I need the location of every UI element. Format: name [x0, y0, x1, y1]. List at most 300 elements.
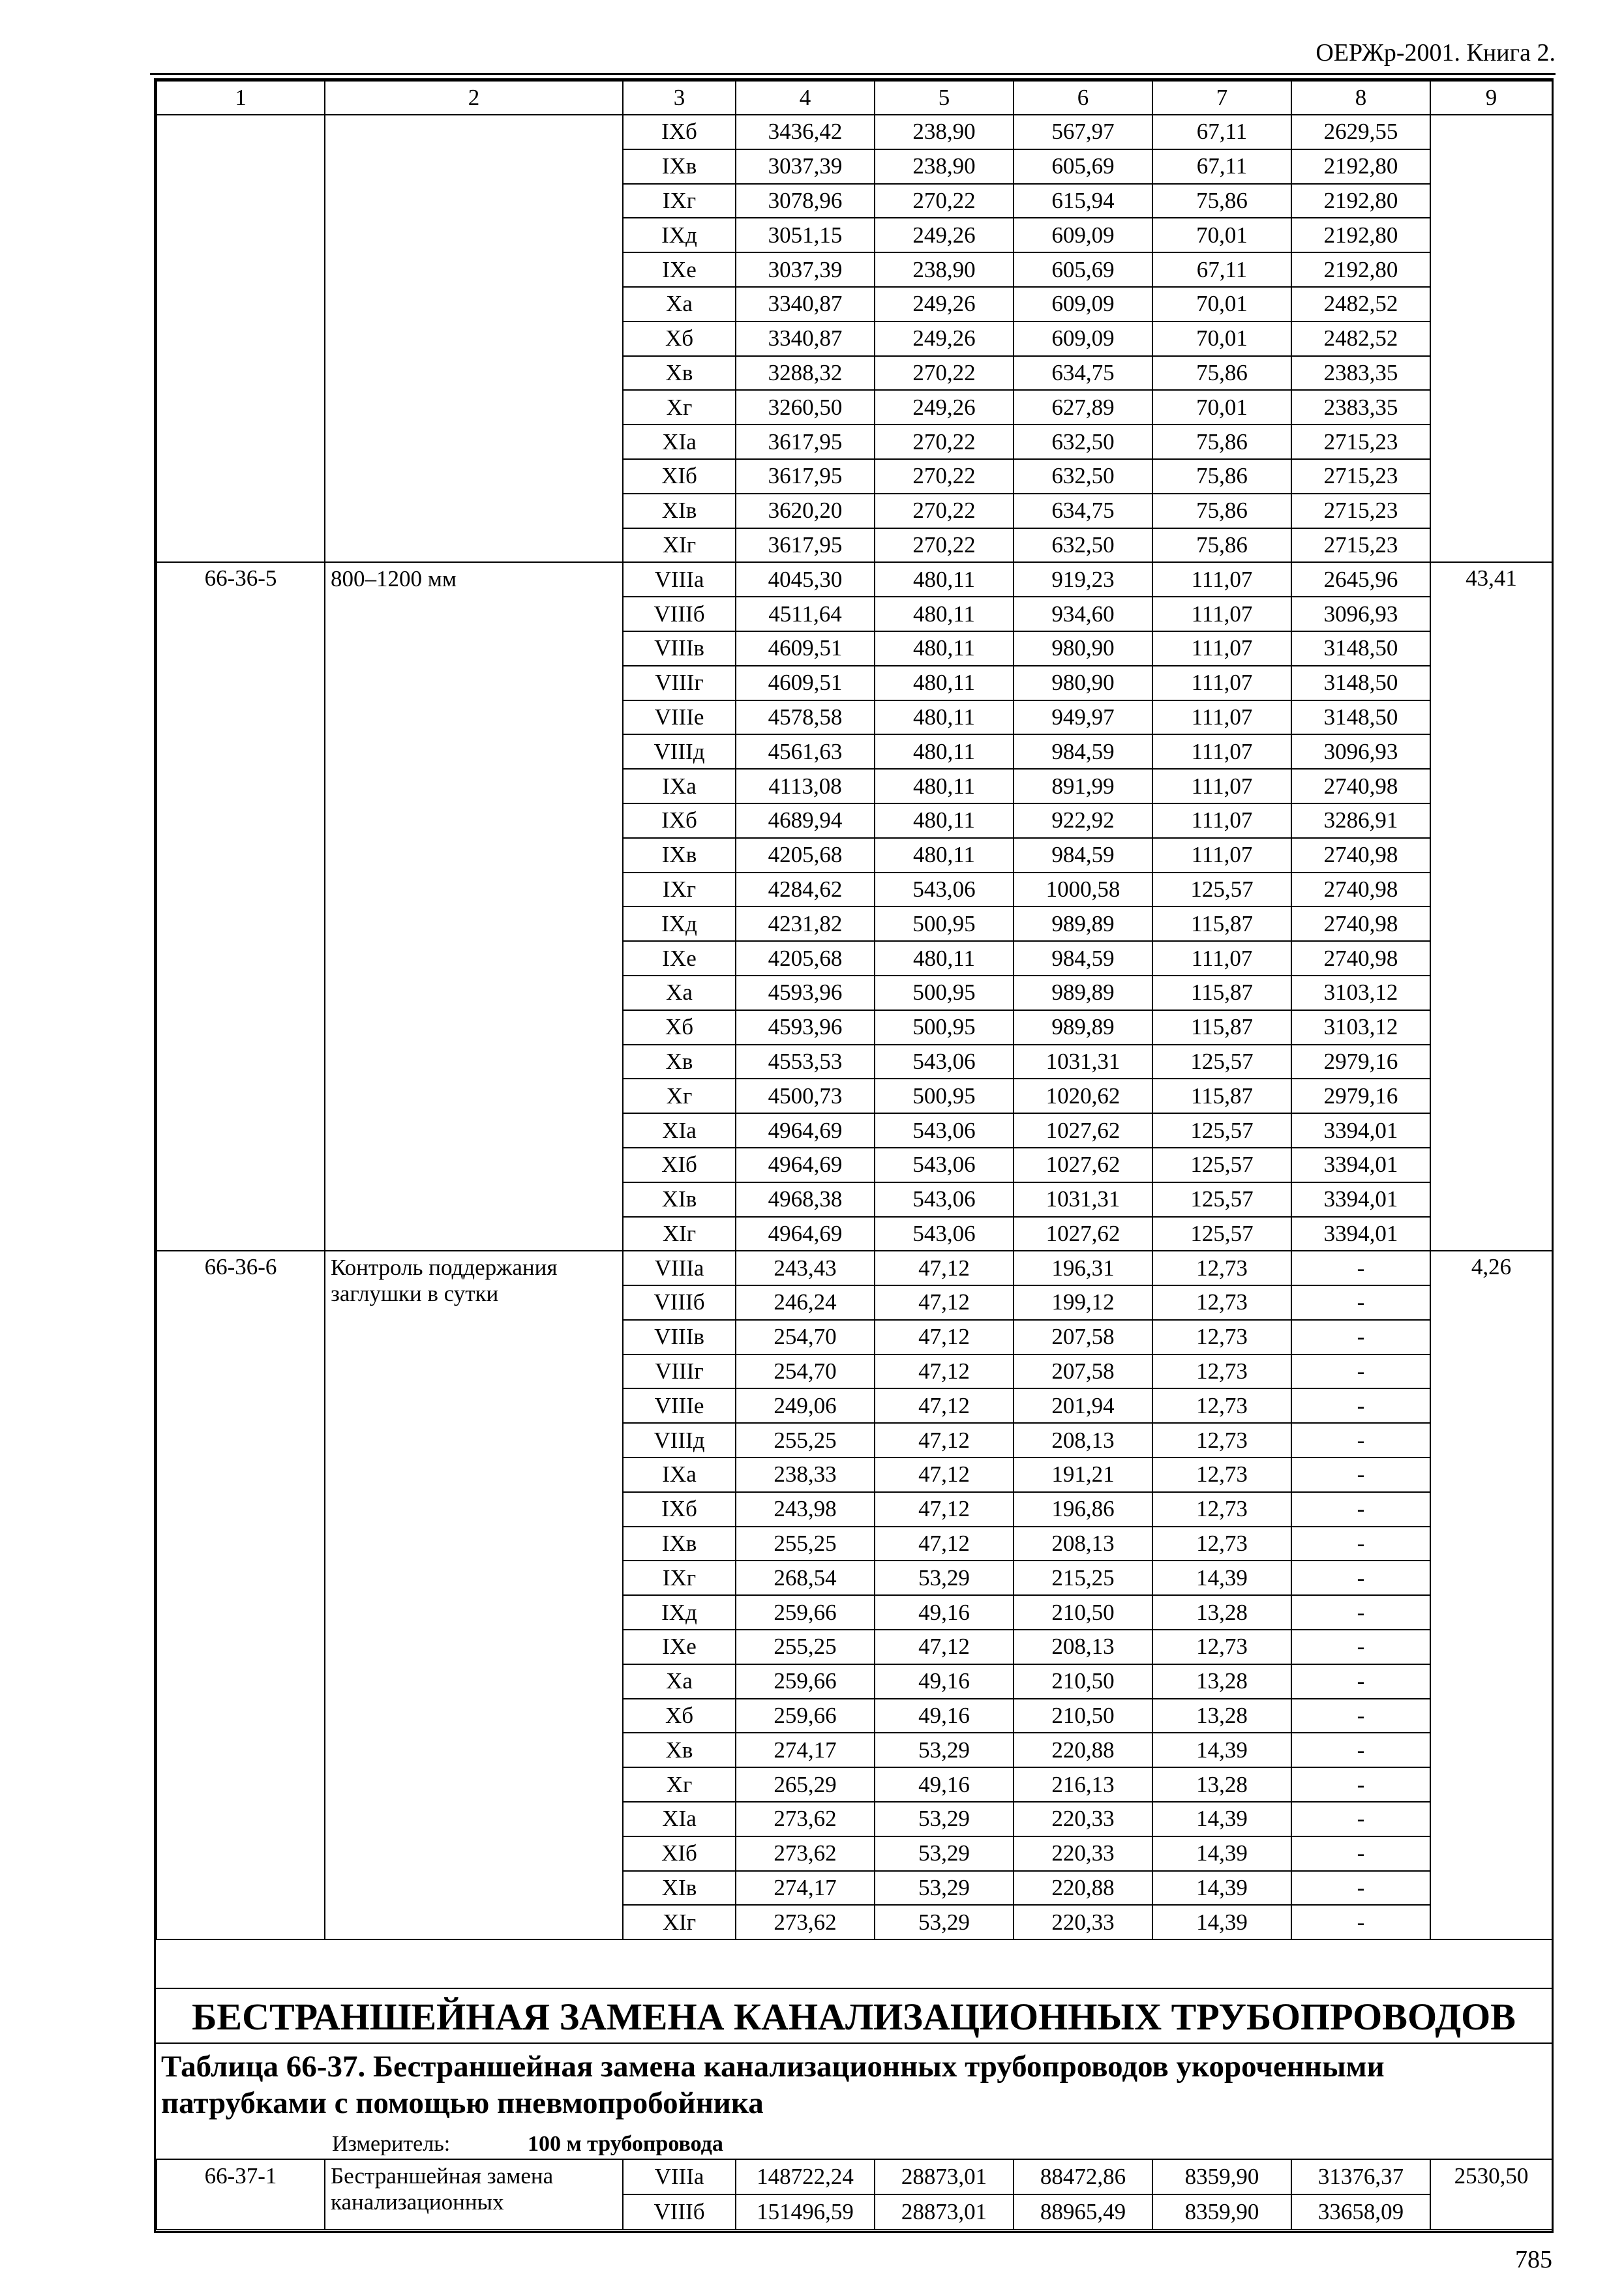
value-cell: 4578,58 [736, 700, 875, 735]
value-cell: 3436,42 [736, 115, 875, 149]
value-cell: 3620,20 [736, 494, 875, 528]
value-cell: 210,50 [1014, 1595, 1152, 1630]
region-cell: VIIIе [623, 700, 736, 735]
value-cell: - [1291, 1423, 1430, 1458]
value-cell: 14,39 [1152, 1871, 1291, 1906]
region-cell: XIг [623, 1905, 736, 1939]
work-description: 800–1200 мм [325, 562, 623, 1251]
value-cell: 4500,73 [736, 1079, 875, 1113]
value-cell: 1000,58 [1014, 873, 1152, 907]
value-cell: 49,16 [875, 1767, 1014, 1802]
value-cell: - [1291, 1251, 1430, 1285]
rate-code [157, 115, 325, 562]
value-cell: 53,29 [875, 1836, 1014, 1871]
value-cell: 632,50 [1014, 459, 1152, 494]
value-cell: - [1291, 1871, 1430, 1906]
value-cell: 28873,01 [875, 2159, 1014, 2194]
value-cell: 980,90 [1014, 631, 1152, 666]
region-cell: XIа [623, 425, 736, 459]
value-cell: 270,22 [875, 425, 1014, 459]
column-number: 8 [1291, 81, 1430, 115]
value-cell: 3394,01 [1291, 1217, 1430, 1251]
value-cell: 4964,69 [736, 1148, 875, 1182]
value-cell: 88965,49 [1014, 2194, 1152, 2230]
value-cell: 984,59 [1014, 734, 1152, 769]
value-cell: 3037,39 [736, 149, 875, 184]
value-cell: 2740,98 [1291, 769, 1430, 803]
value-cell: 3096,93 [1291, 597, 1430, 631]
value-cell: 273,62 [736, 1802, 875, 1836]
value-cell: 125,57 [1152, 1182, 1291, 1217]
value-cell: 199,12 [1014, 1285, 1152, 1320]
value-cell: 634,75 [1014, 494, 1152, 528]
value-cell: 14,39 [1152, 1802, 1291, 1836]
rates-table-continuation-body [157, 2159, 1552, 2230]
value-cell: 265,29 [736, 1767, 875, 1802]
value-cell: 210,50 [1014, 1699, 1152, 1733]
region-cell: IXд [623, 218, 736, 252]
region-cell: IXг [623, 873, 736, 907]
value-cell: 246,24 [736, 1285, 875, 1320]
value-cell: 1027,62 [1014, 1217, 1152, 1251]
value-cell: 3394,01 [1291, 1113, 1430, 1148]
value-cell: 268,54 [736, 1561, 875, 1595]
header-rule [150, 73, 1556, 75]
region-cell: Xг [623, 390, 736, 425]
value-cell: 3078,96 [736, 184, 875, 218]
value-cell: 1027,62 [1014, 1113, 1152, 1148]
value-cell: 4205,68 [736, 941, 875, 976]
column-number: 5 [875, 81, 1014, 115]
value-cell: 891,99 [1014, 769, 1152, 803]
value-cell: 270,22 [875, 528, 1014, 563]
value-cell: 53,29 [875, 1802, 1014, 1836]
value-cell: 243,43 [736, 1251, 875, 1285]
value-cell: 2715,23 [1291, 494, 1430, 528]
value-cell: 273,62 [736, 1836, 875, 1871]
region-cell: Xб [623, 1699, 736, 1733]
region-cell: Xг [623, 1767, 736, 1802]
value-cell: 1020,62 [1014, 1079, 1152, 1113]
value-cell: 543,06 [875, 1148, 1014, 1182]
value-cell: 111,07 [1152, 631, 1291, 666]
value-cell: 3617,95 [736, 528, 875, 563]
region-cell: XIб [623, 1836, 736, 1871]
value-cell: 2740,98 [1291, 906, 1430, 941]
value-cell: 609,09 [1014, 322, 1152, 356]
value-cell: 255,25 [736, 1630, 875, 1664]
value-cell: 215,25 [1014, 1561, 1152, 1595]
value-cell: 2482,52 [1291, 287, 1430, 322]
value-cell: - [1291, 1354, 1430, 1389]
value-cell: 3103,12 [1291, 1010, 1430, 1045]
value-cell: 4609,51 [736, 666, 875, 700]
value-cell: 634,75 [1014, 356, 1152, 391]
region-cell: XIа [623, 1113, 736, 1148]
value-cell: - [1291, 1561, 1430, 1595]
value-cell: 3260,50 [736, 390, 875, 425]
value-cell: 270,22 [875, 356, 1014, 391]
value-cell: 208,13 [1014, 1423, 1152, 1458]
region-cell: Xа [623, 287, 736, 322]
value-cell: 125,57 [1152, 1148, 1291, 1182]
region-cell: XIв [623, 1871, 736, 1906]
value-cell: - [1291, 1285, 1430, 1320]
region-cell: IXг [623, 184, 736, 218]
region-cell: Xа [623, 1664, 736, 1699]
value-cell: 191,21 [1014, 1458, 1152, 1492]
value-cell: 3148,50 [1291, 631, 1430, 666]
value-cell: 273,62 [736, 1905, 875, 1939]
value-cell: 2192,80 [1291, 184, 1430, 218]
value-cell: - [1291, 1458, 1430, 1492]
value-cell: 125,57 [1152, 1113, 1291, 1148]
value-cell: 33658,09 [1291, 2194, 1430, 2230]
value-cell: 919,23 [1014, 562, 1152, 597]
value-cell: 3096,93 [1291, 734, 1430, 769]
value-cell: 4964,69 [736, 1217, 875, 1251]
value-cell: - [1291, 1802, 1430, 1836]
column-number-row [157, 81, 1552, 115]
region-cell: XIа [623, 1802, 736, 1836]
value-cell: 151496,59 [736, 2194, 875, 2230]
value-cell: 543,06 [875, 1182, 1014, 1217]
value-cell: 3103,12 [1291, 976, 1430, 1010]
value-cell: 984,59 [1014, 838, 1152, 873]
value-cell: 8359,90 [1152, 2194, 1291, 2230]
value-cell: 75,86 [1152, 184, 1291, 218]
value-cell: 75,86 [1152, 528, 1291, 563]
value-cell: 3394,01 [1291, 1182, 1430, 1217]
value-cell: 67,11 [1152, 252, 1291, 287]
value-cell: 980,90 [1014, 666, 1152, 700]
rate-code: 66-36-6 [157, 1251, 325, 1939]
region-cell: IXе [623, 252, 736, 287]
value-cell: 274,17 [736, 1871, 875, 1906]
value-cell: 632,50 [1014, 425, 1152, 459]
region-cell: IXб [623, 1492, 736, 1527]
value-cell: 249,26 [875, 322, 1014, 356]
region-cell: VIIIа [623, 562, 736, 597]
value-cell: 4553,53 [736, 1045, 875, 1079]
value-cell: 111,07 [1152, 734, 1291, 769]
value-cell: 13,28 [1152, 1595, 1291, 1630]
value-cell: 111,07 [1152, 941, 1291, 976]
value-cell: 4968,38 [736, 1182, 875, 1217]
value-cell: 13,28 [1152, 1664, 1291, 1699]
region-cell: Xб [623, 1010, 736, 1045]
value-cell: 111,07 [1152, 803, 1291, 838]
value-cell: 615,94 [1014, 184, 1152, 218]
value-cell: 270,22 [875, 494, 1014, 528]
value-cell: 270,22 [875, 459, 1014, 494]
value-cell: - [1291, 1836, 1430, 1871]
value-cell: - [1291, 1388, 1430, 1423]
value-cell: 3617,95 [736, 425, 875, 459]
region-cell: Xг [623, 1079, 736, 1113]
value-cell: 4205,68 [736, 838, 875, 873]
column-number: 9 [1430, 81, 1552, 115]
value-cell: 220,33 [1014, 1905, 1152, 1939]
page-number: 785 [1515, 2246, 1552, 2273]
column-number: 1 [157, 81, 325, 115]
region-cell: VIIIд [623, 734, 736, 769]
value-cell: 70,01 [1152, 390, 1291, 425]
work-description: Контроль поддержания заглушки в сутки [325, 1251, 623, 1939]
value-cell: 543,06 [875, 873, 1014, 907]
value-cell: 259,66 [736, 1699, 875, 1733]
value-cell: 249,06 [736, 1388, 875, 1423]
value-cell: 12,73 [1152, 1492, 1291, 1527]
value-cell: 220,88 [1014, 1733, 1152, 1767]
value-cell: 115,87 [1152, 976, 1291, 1010]
value-cell: 115,87 [1152, 906, 1291, 941]
value-cell: 53,29 [875, 1733, 1014, 1767]
region-cell: IXв [623, 149, 736, 184]
value-cell: 53,29 [875, 1871, 1014, 1906]
section-title: БЕСТРАНШЕЙНАЯ ЗАМЕНА КАНАЛИЗАЦИОННЫХ ТРУБОПРОВОДОВ [156, 1988, 1552, 2044]
value-cell: 1031,31 [1014, 1182, 1152, 1217]
value-cell: - [1291, 1527, 1430, 1561]
value-cell: 4284,62 [736, 873, 875, 907]
column-number: 3 [623, 81, 736, 115]
value-cell: 3617,95 [736, 459, 875, 494]
rates-table-continuation [156, 2159, 1553, 2230]
table-row [157, 115, 1552, 149]
value-cell: 989,89 [1014, 906, 1152, 941]
value-cell: 115,87 [1152, 1010, 1291, 1045]
region-cell: Xв [623, 356, 736, 391]
value-cell: 13,28 [1152, 1767, 1291, 1802]
value-cell: 14,39 [1152, 1733, 1291, 1767]
region-cell: XIг [623, 528, 736, 563]
value-cell: 2715,23 [1291, 425, 1430, 459]
column-number: 6 [1014, 81, 1152, 115]
value-cell: 480,11 [875, 562, 1014, 597]
region-cell: VIIIа [623, 2159, 736, 2194]
value-cell: 210,50 [1014, 1664, 1152, 1699]
table-row [157, 1251, 1552, 1285]
value-cell: 12,73 [1152, 1630, 1291, 1664]
value-cell: 47,12 [875, 1423, 1014, 1458]
value-cell: 500,95 [875, 1079, 1014, 1113]
value-cell: 115,87 [1152, 1079, 1291, 1113]
value-cell: 208,13 [1014, 1630, 1152, 1664]
value-cell: - [1291, 1492, 1430, 1527]
value-cell: 196,86 [1014, 1492, 1152, 1527]
value-cell: 53,29 [875, 1561, 1014, 1595]
value-cell: 989,89 [1014, 1010, 1152, 1045]
value-cell: 4593,96 [736, 976, 875, 1010]
value-cell: 201,94 [1014, 1388, 1152, 1423]
value-cell: 255,25 [736, 1527, 875, 1561]
region-cell: Xв [623, 1045, 736, 1079]
value-cell: 4593,96 [736, 1010, 875, 1045]
value-cell: 125,57 [1152, 1217, 1291, 1251]
value-cell: 12,73 [1152, 1388, 1291, 1423]
value-cell: 238,90 [875, 252, 1014, 287]
value-cell: 605,69 [1014, 149, 1152, 184]
value-cell: 49,16 [875, 1595, 1014, 1630]
value-cell: 47,12 [875, 1320, 1014, 1354]
value-cell: 3340,87 [736, 322, 875, 356]
region-cell: IXв [623, 1527, 736, 1561]
value-cell: 3340,87 [736, 287, 875, 322]
value-cell: 480,11 [875, 769, 1014, 803]
value-cell: 4113,08 [736, 769, 875, 803]
region-cell: IXб [623, 115, 736, 149]
value-cell: 13,28 [1152, 1699, 1291, 1733]
region-cell: VIIIб [623, 1285, 736, 1320]
value-cell: 4609,51 [736, 631, 875, 666]
value-cell: 70,01 [1152, 322, 1291, 356]
rate-code: 66-36-5 [157, 562, 325, 1251]
value-cell: 88472,86 [1014, 2159, 1152, 2194]
value-cell: 2740,98 [1291, 941, 1430, 976]
col9-value: 43,41 [1430, 562, 1552, 1251]
value-cell: 627,89 [1014, 390, 1152, 425]
value-cell: 47,12 [875, 1251, 1014, 1285]
value-cell: 208,13 [1014, 1527, 1152, 1561]
value-cell: 111,07 [1152, 700, 1291, 735]
value-cell: 500,95 [875, 906, 1014, 941]
unit-label: Измеритель: [332, 2132, 451, 2156]
value-cell: 47,12 [875, 1388, 1014, 1423]
region-cell: XIв [623, 1182, 736, 1217]
table-caption: Таблица 66-37. Бестраншейная замена канализационных трубопроводов укороченными патрубками с помощью пневмопробойника [161, 2050, 1385, 2120]
rates-table-body [157, 81, 1552, 1939]
region-cell: XIв [623, 494, 736, 528]
value-cell: - [1291, 1733, 1430, 1767]
region-cell: Xа [623, 976, 736, 1010]
value-cell: 3037,39 [736, 252, 875, 287]
region-cell: VIIIв [623, 631, 736, 666]
value-cell: 4964,69 [736, 1113, 875, 1148]
value-cell: - [1291, 1595, 1430, 1630]
value-cell: 632,50 [1014, 528, 1152, 563]
value-cell: 249,26 [875, 218, 1014, 252]
value-cell: 249,26 [875, 390, 1014, 425]
value-cell: 1031,31 [1014, 1045, 1152, 1079]
value-cell: 111,07 [1152, 666, 1291, 700]
value-cell: 259,66 [736, 1595, 875, 1630]
work-description: Бестраншейная замена канализационных [325, 2159, 623, 2230]
value-cell: 238,33 [736, 1458, 875, 1492]
region-cell: VIIIб [623, 597, 736, 631]
value-cell: 543,06 [875, 1113, 1014, 1148]
unit-value: 100 м трубопровода [528, 2132, 723, 2156]
region-cell: VIIIб [623, 2194, 736, 2230]
value-cell: 2383,35 [1291, 390, 1430, 425]
value-cell: 220,88 [1014, 1871, 1152, 1906]
table-row [157, 562, 1552, 597]
value-cell: 49,16 [875, 1699, 1014, 1733]
col9-value: 4,26 [1430, 1251, 1552, 1939]
value-cell: 111,07 [1152, 838, 1291, 873]
value-cell: 2979,16 [1291, 1079, 1430, 1113]
value-cell: 3051,15 [736, 218, 875, 252]
value-cell: 3148,50 [1291, 666, 1430, 700]
col9-value: 2530,50 [1430, 2159, 1552, 2230]
value-cell: 14,39 [1152, 1905, 1291, 1939]
value-cell: 2192,80 [1291, 218, 1430, 252]
value-cell: 984,59 [1014, 941, 1152, 976]
value-cell: 480,11 [875, 803, 1014, 838]
column-number: 2 [325, 81, 623, 115]
value-cell: 255,25 [736, 1423, 875, 1458]
region-cell: IXв [623, 838, 736, 873]
region-cell: IXд [623, 906, 736, 941]
value-cell: 480,11 [875, 700, 1014, 735]
value-cell: 3394,01 [1291, 1148, 1430, 1182]
value-cell: 47,12 [875, 1630, 1014, 1664]
value-cell: 609,09 [1014, 218, 1152, 252]
value-cell: 249,26 [875, 287, 1014, 322]
value-cell: 12,73 [1152, 1251, 1291, 1285]
value-cell: 220,33 [1014, 1836, 1152, 1871]
value-cell: 3288,32 [736, 356, 875, 391]
running-header: ОЕРЖр-2001. Книга 2. [1316, 39, 1556, 67]
value-cell: 1027,62 [1014, 1148, 1152, 1182]
region-cell: IXе [623, 941, 736, 976]
value-cell: 259,66 [736, 1664, 875, 1699]
value-cell: 2383,35 [1291, 356, 1430, 391]
region-cell: IXе [623, 1630, 736, 1664]
value-cell: 28873,01 [875, 2194, 1014, 2230]
value-cell: 47,12 [875, 1458, 1014, 1492]
value-cell: 480,11 [875, 666, 1014, 700]
value-cell: - [1291, 1320, 1430, 1354]
value-cell: 543,06 [875, 1045, 1014, 1079]
value-cell: 2645,96 [1291, 562, 1430, 597]
value-cell: 4045,30 [736, 562, 875, 597]
table-row [157, 2159, 1552, 2194]
value-cell: 75,86 [1152, 425, 1291, 459]
value-cell: 238,90 [875, 115, 1014, 149]
value-cell: 70,01 [1152, 287, 1291, 322]
value-cell: 567,97 [1014, 115, 1152, 149]
rates-table-sheet [154, 78, 1554, 2233]
value-cell: 12,73 [1152, 1285, 1291, 1320]
value-cell: 274,17 [736, 1733, 875, 1767]
region-cell: Xв [623, 1733, 736, 1767]
rate-code: 66-37-1 [157, 2159, 325, 2230]
region-cell: VIIIв [623, 1320, 736, 1354]
region-cell: VIIIе [623, 1388, 736, 1423]
work-description [325, 115, 623, 562]
value-cell: 148722,24 [736, 2159, 875, 2194]
value-cell: 12,73 [1152, 1423, 1291, 1458]
region-cell: VIIIа [623, 1251, 736, 1285]
value-cell: 111,07 [1152, 597, 1291, 631]
value-cell: 111,07 [1152, 769, 1291, 803]
value-cell: 989,89 [1014, 976, 1152, 1010]
value-cell: 12,73 [1152, 1320, 1291, 1354]
value-cell: 75,86 [1152, 356, 1291, 391]
value-cell: 254,70 [736, 1320, 875, 1354]
value-cell: 4231,82 [736, 906, 875, 941]
value-cell: 220,33 [1014, 1802, 1152, 1836]
value-cell: 4561,63 [736, 734, 875, 769]
value-cell: 14,39 [1152, 1561, 1291, 1595]
value-cell: 196,31 [1014, 1251, 1152, 1285]
value-cell: 49,16 [875, 1664, 1014, 1699]
value-cell: 922,92 [1014, 803, 1152, 838]
value-cell: 67,11 [1152, 115, 1291, 149]
value-cell: 480,11 [875, 941, 1014, 976]
value-cell: - [1291, 1767, 1430, 1802]
value-cell: 609,09 [1014, 287, 1152, 322]
